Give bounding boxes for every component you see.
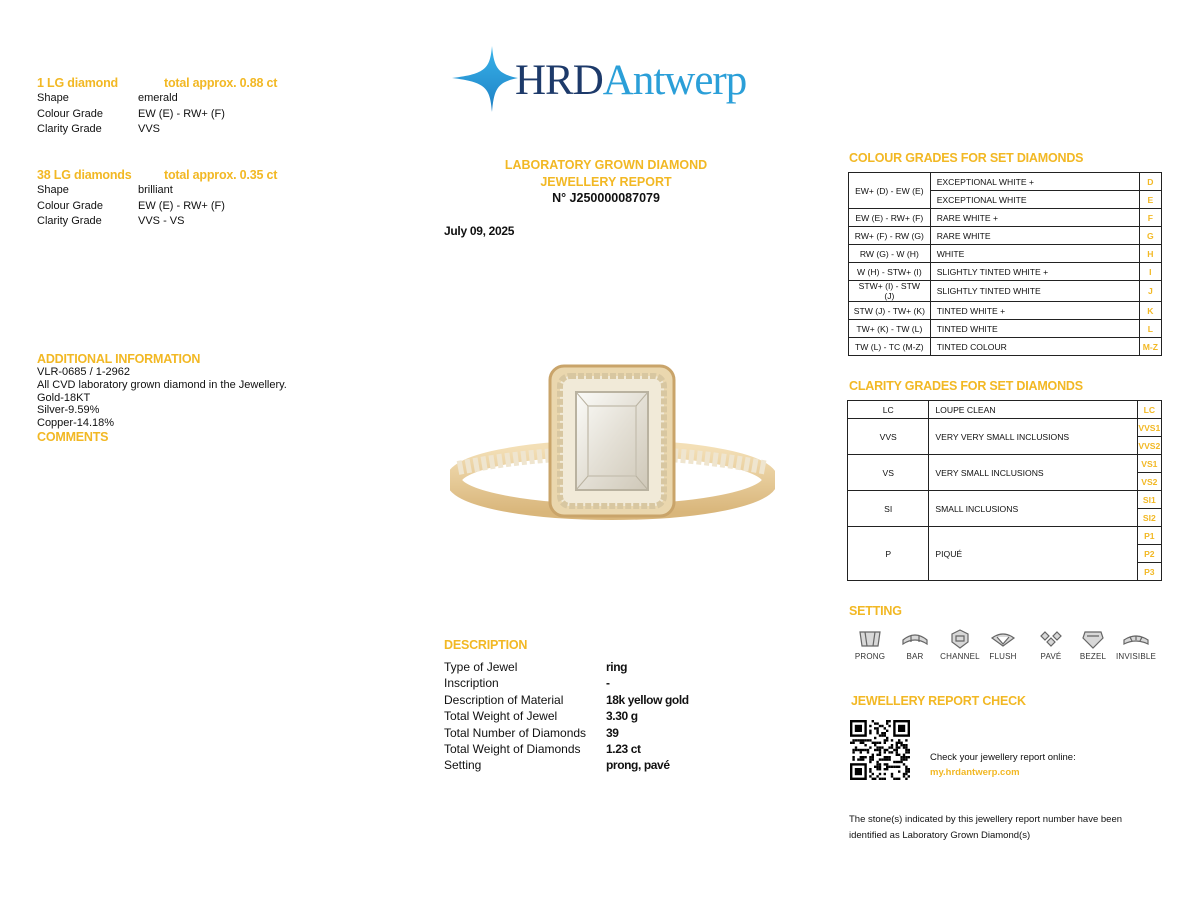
colour-grade-name: EXCEPTIONAL WHITE: [930, 191, 1139, 209]
clarity-grade-code: VVS2: [1137, 437, 1161, 455]
spec-row: [37, 183, 317, 199]
colour-grade-row: [849, 320, 1162, 338]
description-label: Setting: [444, 758, 482, 773]
clarity-grade-code: P3: [1137, 563, 1161, 581]
colour-grade-row: [849, 281, 1162, 302]
clarity-grade-name: PIQUÉ: [929, 527, 1137, 581]
report-date: July 09, 2025: [444, 224, 515, 238]
clarity-grade-row: [848, 419, 1162, 437]
description-value: -: [606, 676, 610, 691]
clarity-grade-code: P2: [1137, 545, 1161, 563]
description-label: Inscription: [444, 676, 499, 691]
clarity-grades-title: CLARITY GRADES FOR SET DIAMONDS: [849, 379, 1083, 393]
colour-grade-code: K: [1139, 302, 1161, 320]
clarity-grade-code: VS2: [1137, 473, 1161, 491]
qr-code[interactable]: [850, 720, 910, 780]
additional-line: All CVD laboratory grown diamond in the Jewellery.: [37, 378, 287, 391]
colour-grade-name: TINTED WHITE +: [930, 302, 1139, 320]
spec-label: Clarity Grade: [37, 123, 102, 135]
clarity-group: SI: [848, 491, 929, 527]
description-section: [444, 638, 764, 774]
report-header: [456, 157, 756, 207]
description-row: [444, 725, 764, 741]
colour-grade-name: SLIGHTLY TINTED WHITE +: [930, 263, 1139, 281]
colour-range: RW+ (F) - RW (G): [849, 227, 931, 245]
report-check-title: JEWELLERY REPORT CHECK: [851, 694, 1026, 708]
colour-grade-code: L: [1139, 320, 1161, 338]
description-label: Type of Jewel: [444, 660, 518, 674]
description-label: Total Number of Diamonds: [444, 725, 587, 740]
spec-row: [37, 122, 317, 138]
colour-grade-row: [849, 173, 1162, 191]
setting-item: [983, 628, 1023, 661]
footer-line2: identified as Laboratory Grown Diamond(s): [849, 830, 1031, 841]
colour-grade-name: TINTED WHITE: [930, 320, 1139, 338]
clarity-grade-code: P1: [1137, 527, 1161, 545]
clarity-grades-table: [847, 400, 1162, 581]
setting-label: PAVÉ: [1040, 652, 1062, 661]
clarity-grade-code: SI1: [1137, 491, 1161, 509]
clarity-grade-code: VS1: [1137, 455, 1161, 473]
setting-label: BAR: [906, 652, 924, 661]
description-row: [444, 675, 764, 691]
description-label: Total Weight of Diamonds: [444, 742, 581, 757]
description-value: 3.30 g: [606, 709, 638, 724]
clarity-group: VVS: [848, 419, 929, 455]
colour-grade-name: EXCEPTIONAL WHITE +: [930, 173, 1139, 191]
clarity-grade-name: SMALL INCLUSIONS: [929, 491, 1137, 527]
setting-item: [895, 628, 935, 661]
colour-grade-code: J: [1139, 281, 1161, 302]
colour-grade-name: WHITE: [930, 245, 1139, 263]
colour-grade-row: [849, 263, 1162, 281]
setting-label: PRONG: [854, 652, 886, 661]
colour-range: W (H) - STW+ (I): [849, 263, 931, 281]
setting-label: INVISIBLE: [1116, 652, 1157, 661]
check-link[interactable]: my.hrdantwerp.com: [930, 767, 1020, 778]
spec-value: brilliant: [138, 184, 173, 196]
colour-range: EW (E) - RW+ (F): [849, 209, 931, 227]
description-row: [444, 708, 764, 724]
invisible-icon: [1122, 628, 1150, 650]
colour-grade-row: [849, 338, 1162, 356]
report-title-line2: JEWELLERY REPORT: [540, 174, 672, 189]
colour-grade-code: G: [1139, 227, 1161, 245]
colour-grade-row: [849, 227, 1162, 245]
flush-icon: [989, 628, 1017, 650]
colour-grade-code: F: [1139, 209, 1161, 227]
footer-note: [849, 812, 1169, 844]
group-total: total approx. 0.88 ct: [164, 76, 278, 90]
spec-row: [37, 199, 317, 215]
colour-grade-code: E: [1139, 191, 1161, 209]
bar-icon: [901, 628, 929, 650]
setting-label: BEZEL: [1079, 652, 1107, 661]
setting-item: [1073, 628, 1113, 661]
description-label: Total Weight of Jewel: [444, 709, 558, 724]
description-row: [444, 692, 764, 708]
colour-range: STW+ (I) - STW (J): [849, 281, 931, 302]
colour-range: TW+ (K) - TW (L): [849, 320, 931, 338]
description-value: 18k yellow gold: [606, 692, 689, 707]
bezel-icon: [1079, 628, 1107, 650]
additional-line: Silver-9.59%: [37, 404, 100, 417]
clarity-grade-name: VERY SMALL INCLUSIONS: [929, 455, 1137, 491]
clarity-grade-row: [848, 455, 1162, 473]
clarity-grade-name: LOUPE CLEAN: [929, 401, 1137, 419]
colour-grade-name: RARE WHITE +: [930, 209, 1139, 227]
pave-icon: [1037, 628, 1065, 650]
diamond-group-2: [37, 168, 317, 230]
setting-item: [850, 628, 890, 661]
spec-label: Colour Grade: [37, 107, 104, 120]
diamond-group-1: [37, 76, 317, 138]
description-title: DESCRIPTION: [444, 638, 528, 652]
description-row: [444, 741, 764, 757]
colour-grade-name: TINTED COLOUR: [930, 338, 1139, 356]
clarity-grade-row: [848, 401, 1162, 419]
clarity-group: P: [848, 527, 929, 581]
footer-line1: The stone(s) indicated by this jewellery report number have been: [849, 814, 1123, 825]
colour-grades-table: [848, 172, 1162, 356]
additional-line: Copper-14.18%: [37, 417, 115, 430]
spec-value: VVS: [138, 123, 161, 135]
setting-label: CHANNEL: [940, 652, 980, 661]
setting-item: [1031, 628, 1071, 661]
colour-grade-name: RARE WHITE: [930, 227, 1139, 245]
spec-row: [37, 214, 317, 230]
spec-label: Colour Grade: [37, 199, 104, 212]
colour-grades-title: COLOUR GRADES FOR SET DIAMONDS: [849, 151, 1084, 165]
clarity-grade-row: [848, 491, 1162, 509]
colour-range: TW (L) - TC (M-Z): [849, 338, 931, 356]
description-value: ring: [606, 660, 628, 674]
setting-item: [1116, 628, 1156, 661]
setting-label: FLUSH: [989, 652, 1017, 661]
additional-line: VLR-0685 / 1-2962: [37, 366, 130, 378]
colour-grade-code: M-Z: [1139, 338, 1161, 356]
spec-value: VVS - VS: [138, 215, 185, 227]
spec-value: emerald: [138, 92, 178, 104]
description-value: 1.23 ct: [606, 742, 641, 757]
additional-information: [37, 352, 337, 444]
group-title: 38 LG diamonds: [37, 168, 132, 182]
logo-antwerp: Antwerp: [602, 57, 747, 104]
spec-row: [37, 91, 317, 107]
channel-icon: [946, 628, 974, 650]
report-title-line1: LABORATORY GROWN DIAMOND: [504, 158, 708, 172]
clarity-grade-code: LC: [1137, 401, 1161, 419]
additional-title: ADDITIONAL INFORMATION: [37, 352, 201, 366]
group-total: total approx. 0.35 ct: [164, 168, 278, 182]
logo-hrd: HRD: [515, 57, 603, 104]
spec-row: [37, 107, 317, 123]
ring-photo: [450, 358, 775, 523]
colour-grade-row: [849, 209, 1162, 227]
clarity-grade-code: SI2: [1137, 509, 1161, 527]
setting-title: SETTING: [849, 604, 902, 618]
description-value: 39: [606, 725, 619, 740]
spec-label: Clarity Grade: [37, 215, 102, 227]
clarity-group: VS: [848, 455, 929, 491]
colour-range: RW (G) - W (H): [849, 245, 931, 263]
hrd-antwerp-logo: [452, 42, 772, 118]
setting-item: [940, 628, 980, 661]
colour-grade-code: I: [1139, 263, 1161, 281]
description-value: prong, pavé: [606, 758, 670, 773]
spec-value: EW (E) - RW+ (F): [138, 199, 225, 212]
check-text: Check your jewellery report online:: [930, 752, 1076, 763]
additional-line: Gold-18KT: [37, 391, 91, 404]
clarity-grade-row: [848, 527, 1162, 545]
spec-label: Shape: [37, 184, 69, 196]
description-row: [444, 659, 764, 675]
group-title: 1 LG diamond: [37, 76, 118, 90]
description-row: [444, 757, 764, 773]
report-number: N° J250000087079: [552, 191, 660, 205]
colour-grade-code: H: [1139, 245, 1161, 263]
colour-grade-code: D: [1139, 173, 1161, 191]
description-label: Description of Material: [444, 692, 564, 707]
prong-icon: [856, 628, 884, 650]
colour-grade-row: [849, 245, 1162, 263]
clarity-grade-code: VVS1: [1137, 419, 1161, 437]
colour-grade-row: [849, 302, 1162, 320]
spec-value: EW (E) - RW+ (F): [138, 107, 225, 120]
comments-title: COMMENTS: [37, 429, 109, 444]
clarity-grade-name: VERY VERY SMALL INCLUSIONS: [929, 419, 1137, 455]
colour-grade-name: SLIGHTLY TINTED WHITE: [930, 281, 1139, 302]
colour-range: EW+ (D) - EW (E): [849, 173, 931, 209]
spec-label: Shape: [37, 92, 69, 104]
colour-range: STW (J) - TW+ (K): [849, 302, 931, 320]
clarity-group: LC: [848, 401, 929, 419]
